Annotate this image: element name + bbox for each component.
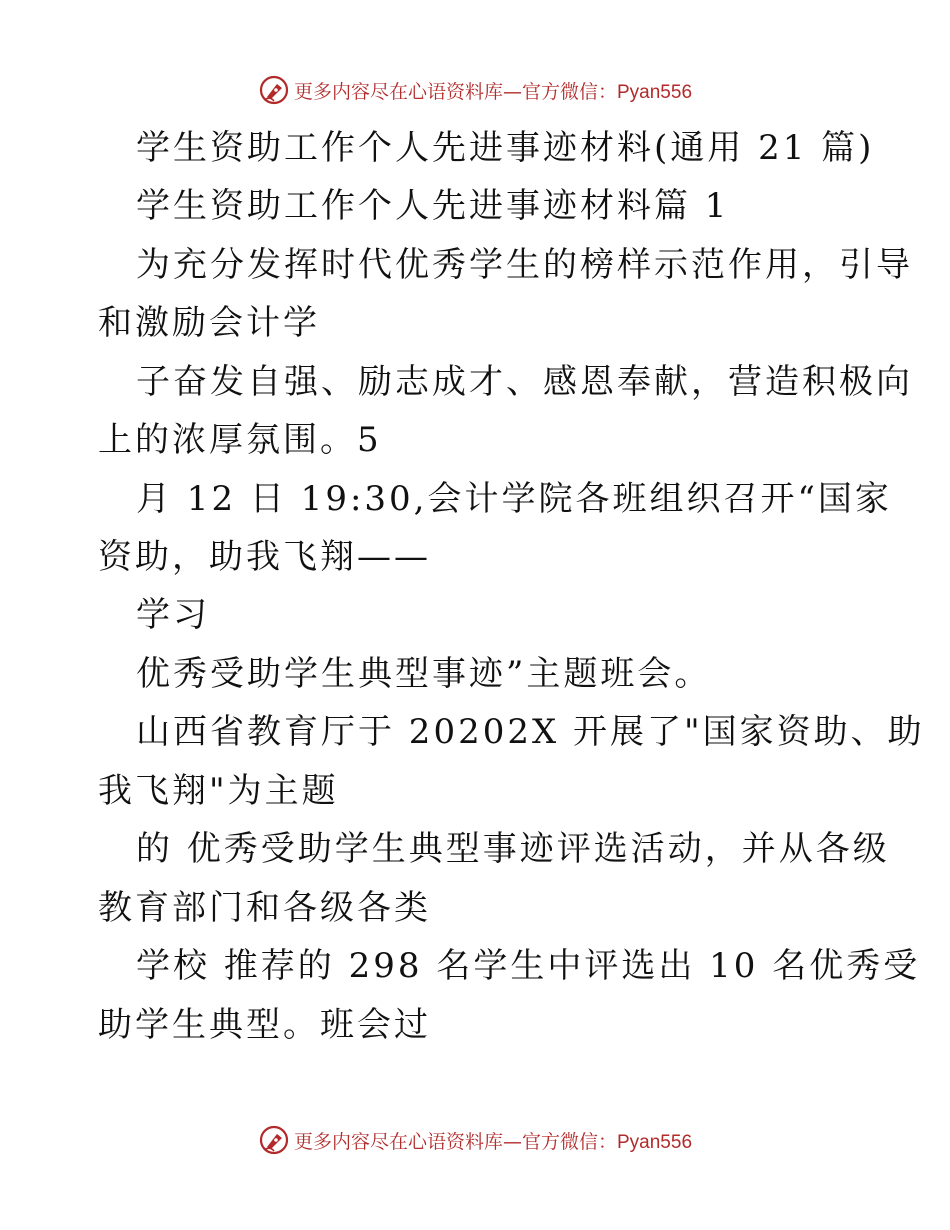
watermark-dash: — <box>502 80 522 103</box>
paragraph-line: 月 12 日 19:30,会计学院各班组织召开“国家 <box>136 479 892 519</box>
paragraph-line: 优秀受助学生典型事迹”主题班会。 <box>136 654 712 694</box>
watermark-wechat-label: 官方微信： <box>521 1130 617 1153</box>
paragraph-line: 教育部门和各级各类 <box>98 888 431 928</box>
watermark-wechat-label: 官方微信： <box>521 80 617 103</box>
paragraph-line: 的 优秀受助学生典型事迹评选活动，并从各级 <box>136 829 890 869</box>
paragraph-line: 上的浓厚氛围。5 <box>98 420 382 460</box>
pen-nib-circle-icon <box>258 74 290 106</box>
paragraph-line: 和激励会计学 <box>98 303 320 343</box>
paragraph-line: 为充分发挥时代优秀学生的榜样示范作用，引导 <box>136 245 913 285</box>
watermark-wechat-id: Pyan556 <box>617 81 693 103</box>
footer-watermark <box>0 1122 950 1158</box>
watermark-site-text: 更多内容尽在心语资料库 <box>293 80 503 103</box>
paragraph-line: 子奋发自强、励志成才、感恩奉献，营造积极向 <box>136 362 913 402</box>
paragraph-line: 资助，助我飞翔—— <box>98 537 431 577</box>
paragraph-line: 山西省教育厅于 20202X 开展了"国家资助、助 <box>136 712 925 752</box>
pen-nib-circle-icon <box>258 1124 290 1156</box>
watermark-dash: — <box>502 1130 522 1153</box>
paragraph-line: 我飞翔"为主题 <box>98 771 339 811</box>
document-title: 学生资助工作个人先进事迹材料(通用 21 篇) <box>136 128 875 168</box>
paragraph-line: 学校 推荐的 298 名学生中评选出 10 名优秀受 <box>136 946 921 986</box>
watermark-wechat-id: Pyan556 <box>617 1131 693 1153</box>
watermark-text <box>294 77 692 104</box>
header-watermark <box>0 72 950 108</box>
watermark-site-text: 更多内容尽在心语资料库 <box>293 1130 503 1153</box>
section-heading: 学生资助工作个人先进事迹材料篇 1 <box>136 186 730 226</box>
watermark-text <box>294 1127 692 1154</box>
paragraph-line: 助学生典型。班会过 <box>98 1005 431 1045</box>
paragraph-line: 学习 <box>136 595 210 635</box>
